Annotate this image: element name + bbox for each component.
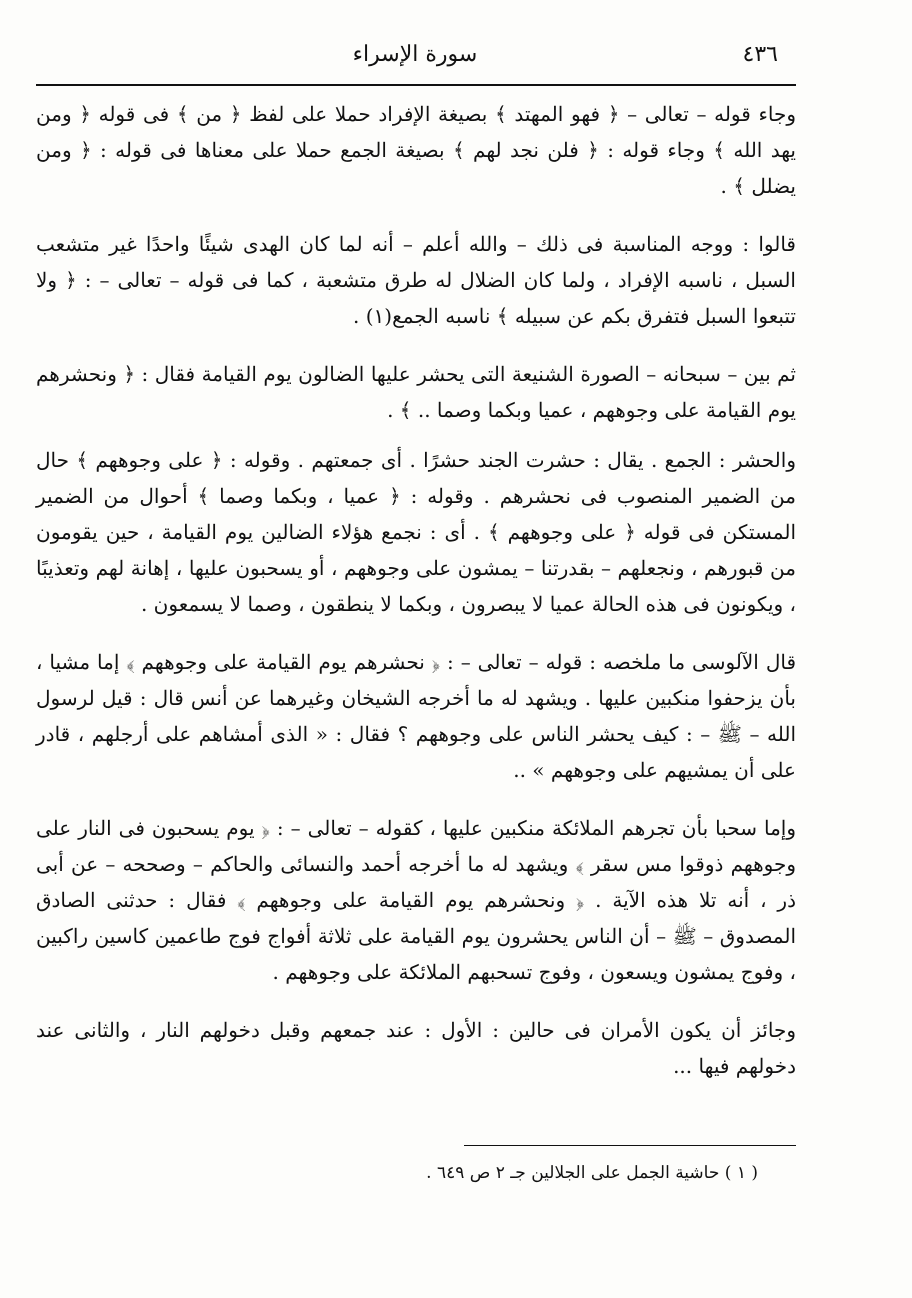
page-header	[36, 36, 794, 82]
paragraph-7: وجائز أن يكون الأمران فى حالين : الأول : عند جمعهم وقبل دخولهم النار ، والثانى عند دخولهم فيها ...	[36, 1018, 796, 1078]
header-rule	[36, 84, 796, 86]
paragraph-4: والحشر : الجمع . يقال : حشرت الجند حشرًا . أى جمعتهم . وقوله : ﴿ على وجوههم ﴾ حال من الضمير المنصوب فى نحشرهم . وقوله : ﴿ عميا ، وبكما وصما ﴾ أحوال من الضمير المستكن فى قوله ﴿ على وجوههم ﴾ . أى : نجمع هؤلاء الضالين يوم القيامة ، حين يقومون من قبورهم ، ونجعلهم – بقدرتنا – يمشون على وجوههم ، أو يسحبون عليها ، إهانة لهم وتعذيبًا ، ويكونون فى هذه الحالة عميا لا يبصرون ، وبكما لا ينطقون ، وصما لا يسمعون .	[36, 448, 796, 616]
running-title: سورة الإسراء	[352, 42, 478, 67]
paragraph-2: قالوا : ووجه المناسبة فى ذلك – والله أعلم – أنه لما كان الهدى شيئًا واحدًا غير متشعب السبل ، ناسبه الإفراد ، ولما كان الضلال له طرق متشعبة ، كما فى قوله – تعالى – : ﴿ ولا تتبعوا السبل فتفرق بكم عن سبيله ﴾ ناسبه الجمع(١) .	[36, 232, 796, 328]
footnote: ( ١ ) حاشية الجمل على الجلالين جـ ٢ ص ٦٤٩ .	[426, 1163, 758, 1183]
paragraph-3: ثم بين – سبحانه – الصورة الشنيعة التى يحشر عليها الضالون يوم القيامة فقال : ﴿ ونحشرهم يوم القيامة على وجوههم ، عميا وبكما وصما .. ﴾ .	[36, 362, 796, 422]
paragraph-1: وجاء قوله – تعالى – ﴿ فهو المهتد ﴾ بصيغة الإفراد حملا على لفظ ﴿ من ﴾ فى قوله ﴿ ومن يهد الله ﴾ وجاء قوله : ﴿ فلن نجد لهم ﴾ بصيغة الجمع حملا على معناها فى قوله : ﴿ ومن يضلل ﴾ .	[36, 102, 796, 198]
paragraph-5: قال الآلوسى ما ملخصه : قوله – تعالى – : ﴿ نحشرهم يوم القيامة على وجوههم ﴾ إما مشيا ، بأن يزحفوا منكبين عليها . ويشهد له ما أخرجه الشيخان وغيرهما عن أنس قال : قيل لرسول الله – ﷺ – : كيف يحشر الناس على وجوههم ؟ فقال : « الذى أمشاهم على أرجلهم ، قادر على أن يمشيهم على وجوههم » ..	[36, 650, 796, 782]
page-body	[36, 96, 796, 1084]
paragraph-6: وإما سحبا بأن تجرهم الملائكة منكبين عليها ، كقوله – تعالى – : ﴿ يوم يسحبون فى النار على وجوههم ذوقوا مس سقر ﴾ ويشهد له ما أخرجه أحمد والنسائى والحاكم – وصححه – عن أبى ذر ، أنه تلا هذه الآية . ﴿ ونحشرهم يوم القيامة على وجوههم ﴾ فقال : حدثنى الصادق المصدوق – ﷺ – أن الناس يحشرون يوم القيامة على ثلاثة أفواج فوج طاعمين كاسين راكبين ، وفوج يمشون ويسعون ، وفوج تسحبهم الملائكة على وجوههم .	[36, 816, 796, 984]
footnote-rule	[464, 1145, 796, 1146]
page-number: ٤٣٦	[742, 42, 778, 67]
